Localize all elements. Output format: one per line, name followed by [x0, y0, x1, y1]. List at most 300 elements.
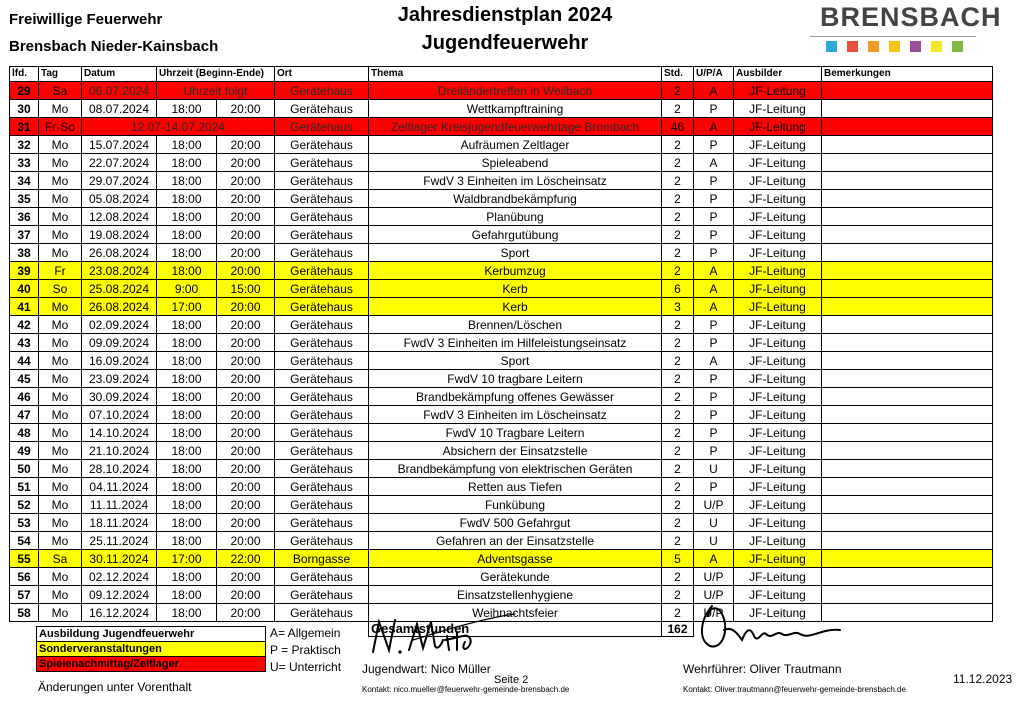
- row-number: 31: [10, 118, 39, 136]
- row-time-start: 18:00: [157, 100, 217, 118]
- table-row: [10, 136, 993, 154]
- row-type: P: [694, 442, 734, 460]
- row-day: Mo: [39, 172, 82, 190]
- header-tag: Tag: [39, 67, 82, 82]
- row-date: 30.11.2024: [82, 550, 157, 568]
- row-date: 12.08.2024: [82, 208, 157, 226]
- row-date: 09.09.2024: [82, 334, 157, 352]
- row-instructor: JF-Leitung: [734, 298, 822, 316]
- row-type: A: [694, 298, 734, 316]
- row-remarks: [822, 496, 993, 514]
- row-number: 34: [10, 172, 39, 190]
- row-time-end: 20:00: [217, 604, 275, 622]
- row-instructor: JF-Leitung: [734, 568, 822, 586]
- row-hours: 2: [662, 586, 694, 604]
- table-row: [10, 190, 993, 208]
- table-row: [10, 316, 993, 334]
- row-date: 15.07.2024: [82, 136, 157, 154]
- row-date: 09.12.2024: [82, 586, 157, 604]
- row-location: Gerätehaus: [275, 388, 369, 406]
- row-topic: Brennen/Löschen: [369, 316, 662, 334]
- row-instructor: JF-Leitung: [734, 334, 822, 352]
- row-topic: FwdV 3 Einheiten im Löscheinsatz: [369, 406, 662, 424]
- row-topic: Dreiländertreffen in Weilbach: [369, 82, 662, 100]
- header-bemerkungen: Bemerkungen: [822, 67, 993, 82]
- row-remarks: [822, 316, 993, 334]
- row-topic: FwdV 500 Gefahrgut: [369, 514, 662, 532]
- row-remarks: [822, 262, 993, 280]
- row-date: 30.09.2024: [82, 388, 157, 406]
- row-type: P: [694, 244, 734, 262]
- row-type: A: [694, 550, 734, 568]
- row-remarks: [822, 226, 993, 244]
- table-row: [10, 100, 993, 118]
- table-row: [10, 118, 993, 136]
- row-time-end: 20:00: [217, 388, 275, 406]
- wehrfuehrer-name: Wehrführer: Oliver Trautmann: [683, 662, 842, 676]
- row-type: A: [694, 154, 734, 172]
- row-remarks: [822, 298, 993, 316]
- row-time-end: 20:00: [217, 532, 275, 550]
- row-number: 37: [10, 226, 39, 244]
- row-instructor: JF-Leitung: [734, 280, 822, 298]
- row-type: U: [694, 514, 734, 532]
- table-row: [10, 406, 993, 424]
- row-type: A: [694, 262, 734, 280]
- row-topic: Aufräumen Zeltlager: [369, 136, 662, 154]
- row-time-end: 20:00: [217, 424, 275, 442]
- row-hours: 2: [662, 514, 694, 532]
- row-day: Mo: [39, 586, 82, 604]
- table-row: [10, 352, 993, 370]
- row-hours: 2: [662, 190, 694, 208]
- changes-note: Änderungen unter Vorenthalt: [38, 680, 192, 694]
- row-number: 35: [10, 190, 39, 208]
- row-hours: 2: [662, 100, 694, 118]
- row-location: Gerätehaus: [275, 262, 369, 280]
- legend-row: [37, 627, 266, 642]
- row-date: 26.08.2024: [82, 298, 157, 316]
- row-type: A: [694, 280, 734, 298]
- table-row: [10, 568, 993, 586]
- row-remarks: [822, 370, 993, 388]
- row-time-end: 20:00: [217, 262, 275, 280]
- row-date: 11.11.2024: [82, 496, 157, 514]
- row-day: Mo: [39, 100, 82, 118]
- row-hours: 2: [662, 244, 694, 262]
- row-remarks: [822, 82, 993, 100]
- row-type: P: [694, 208, 734, 226]
- row-instructor: JF-Leitung: [734, 316, 822, 334]
- row-type: P: [694, 478, 734, 496]
- row-instructor: JF-Leitung: [734, 262, 822, 280]
- row-date: 04.11.2024: [82, 478, 157, 496]
- table-row: [10, 244, 993, 262]
- row-hours: 3: [662, 298, 694, 316]
- logo-square: [910, 41, 921, 52]
- row-hours: 2: [662, 424, 694, 442]
- row-number: 50: [10, 460, 39, 478]
- row-type: P: [694, 424, 734, 442]
- logo-square: [931, 41, 942, 52]
- row-day: Mo: [39, 532, 82, 550]
- row-location: Gerätehaus: [275, 460, 369, 478]
- row-location: Gerätehaus: [275, 82, 369, 100]
- row-day: Mo: [39, 496, 82, 514]
- row-time-end: 20:00: [217, 370, 275, 388]
- row-location: Gerätehaus: [275, 532, 369, 550]
- legend-table: [36, 626, 266, 672]
- row-day: Mo: [39, 478, 82, 496]
- row-remarks: [822, 442, 993, 460]
- row-hours: 2: [662, 406, 694, 424]
- row-topic: Gefahren an der Einsatzstelle: [369, 532, 662, 550]
- row-date: 06.07.2024: [82, 82, 157, 100]
- row-remarks: [822, 424, 993, 442]
- jugendwart-name: Jugendwart: Nico Müller: [362, 662, 491, 676]
- row-time-start: 18:00: [157, 334, 217, 352]
- row-location: Gerätehaus: [275, 586, 369, 604]
- table-row: [10, 82, 993, 100]
- row-hours: 2: [662, 370, 694, 388]
- row-location: Gerätehaus: [275, 442, 369, 460]
- row-hours: 2: [662, 460, 694, 478]
- row-day: Mo: [39, 424, 82, 442]
- row-topic: FwdV 3 Einheiten im Löscheinsatz: [369, 172, 662, 190]
- row-topic: Kerb: [369, 298, 662, 316]
- row-time-start: 18:00: [157, 496, 217, 514]
- row-time-end: 20:00: [217, 568, 275, 586]
- row-remarks: [822, 478, 993, 496]
- signature-wehrfuehrer: [690, 600, 870, 658]
- code-allgemein: A= Allgemein: [270, 626, 341, 640]
- row-location: Gerätehaus: [275, 478, 369, 496]
- row-time-end: 20:00: [217, 316, 275, 334]
- row-instructor: JF-Leitung: [734, 208, 822, 226]
- row-type: U/P: [694, 604, 734, 622]
- row-instructor: JF-Leitung: [734, 100, 822, 118]
- row-day: Mo: [39, 604, 82, 622]
- row-instructor: JF-Leitung: [734, 586, 822, 604]
- row-time-start: 18:00: [157, 406, 217, 424]
- row-time-start: 18:00: [157, 442, 217, 460]
- row-remarks: [822, 388, 993, 406]
- title-line-2: Jugendfeuerwehr: [421, 32, 589, 54]
- row-date: 28.10.2024: [82, 460, 157, 478]
- row-instructor: JF-Leitung: [734, 154, 822, 172]
- table-row: [10, 370, 993, 388]
- row-topic: Funkübung: [369, 496, 662, 514]
- row-time-end: 20:00: [217, 100, 275, 118]
- row-instructor: JF-Leitung: [734, 496, 822, 514]
- row-number: 30: [10, 100, 39, 118]
- row-day: Fr: [39, 262, 82, 280]
- row-hours: 2: [662, 136, 694, 154]
- row-time-start: 17:00: [157, 298, 217, 316]
- row-hours: 2: [662, 226, 694, 244]
- organization-header: [9, 6, 218, 60]
- header-uhrzeit: Uhrzeit (Beginn-Ende): [157, 67, 275, 82]
- row-topic: Brandbekämpfung von elektrischen Geräten: [369, 460, 662, 478]
- row-time-end: 22:00: [217, 550, 275, 568]
- logo-divider: [810, 36, 976, 37]
- row-time-end: 20:00: [217, 514, 275, 532]
- row-topic: Sport: [369, 244, 662, 262]
- row-remarks: [822, 406, 993, 424]
- row-time-start: 18:00: [157, 316, 217, 334]
- row-topic: Retten aus Tiefen: [369, 478, 662, 496]
- row-date: 16.09.2024: [82, 352, 157, 370]
- row-location: Gerätehaus: [275, 406, 369, 424]
- row-time-end: 20:00: [217, 496, 275, 514]
- row-hours: 2: [662, 208, 694, 226]
- row-type: P: [694, 226, 734, 244]
- row-type: A: [694, 352, 734, 370]
- row-day: Mo: [39, 514, 82, 532]
- row-day: Mo: [39, 334, 82, 352]
- row-time-start: 18:00: [157, 352, 217, 370]
- schedule-table: [9, 66, 993, 637]
- table-row: [10, 478, 993, 496]
- row-instructor: JF-Leitung: [734, 82, 822, 100]
- row-time-start: 18:00: [157, 586, 217, 604]
- row-location: Gerätehaus: [275, 334, 369, 352]
- row-topic: FwdV 3 Einheiten im Hilfeleistungseinsatz: [369, 334, 662, 352]
- row-instructor: JF-Leitung: [734, 532, 822, 550]
- logo-square: [952, 41, 963, 52]
- row-date: 22.07.2024: [82, 154, 157, 172]
- row-number: 42: [10, 316, 39, 334]
- legend-spielenachmittag: Spielenachmittag/Zeltlager: [37, 657, 266, 672]
- header-thema: Thema: [369, 67, 662, 82]
- header-datum: Datum: [82, 67, 157, 82]
- row-day: Mo: [39, 226, 82, 244]
- row-hours: 2: [662, 442, 694, 460]
- row-day: Mo: [39, 154, 82, 172]
- row-topic: Spieleabend: [369, 154, 662, 172]
- row-day: Mo: [39, 388, 82, 406]
- row-date: 07.10.2024: [82, 406, 157, 424]
- row-instructor: JF-Leitung: [734, 352, 822, 370]
- row-day: Fr-So: [39, 118, 82, 136]
- row-instructor: JF-Leitung: [734, 478, 822, 496]
- legend-sonderveranstaltungen: Sonderveranstaltungen: [37, 642, 266, 657]
- title-line-1: Jahresdienstplan 2024: [397, 4, 613, 26]
- header-std: Std.: [662, 67, 694, 82]
- row-remarks: [822, 352, 993, 370]
- row-number: 38: [10, 244, 39, 262]
- row-type: P: [694, 388, 734, 406]
- row-date: 08.07.2024: [82, 100, 157, 118]
- org-line-1: Freiwillige Feuerwehr: [9, 11, 163, 28]
- row-number: 40: [10, 280, 39, 298]
- row-date: 05.08.2024: [82, 190, 157, 208]
- row-day: Mo: [39, 406, 82, 424]
- page-number: Seite 2: [494, 674, 529, 686]
- total-hours: 162: [662, 622, 694, 637]
- row-number: 48: [10, 424, 39, 442]
- row-topic: Sport: [369, 352, 662, 370]
- row-instructor: JF-Leitung: [734, 424, 822, 442]
- total-label: Gesamtstunden: [369, 622, 662, 637]
- row-topic: Einsatzstellenhygiene: [369, 586, 662, 604]
- row-location: Gerätehaus: [275, 226, 369, 244]
- row-location: Gerätehaus: [275, 244, 369, 262]
- row-instructor: JF-Leitung: [734, 190, 822, 208]
- row-day: Mo: [39, 208, 82, 226]
- row-type: U/P: [694, 496, 734, 514]
- row-location: Gerätehaus: [275, 172, 369, 190]
- legend-codes: [270, 625, 341, 676]
- row-topic: Waldbrandbekämpfung: [369, 190, 662, 208]
- row-number: 46: [10, 388, 39, 406]
- org-line-2: Brensbach Nieder-Kainsbach: [9, 38, 219, 55]
- row-instructor: JF-Leitung: [734, 442, 822, 460]
- row-instructor: JF-Leitung: [734, 244, 822, 262]
- header-lfd: lfd.: [10, 67, 39, 82]
- row-instructor: JF-Leitung: [734, 406, 822, 424]
- row-date: 19.08.2024: [82, 226, 157, 244]
- row-type: U/P: [694, 568, 734, 586]
- row-time-end: 20:00: [217, 352, 275, 370]
- table-row: [10, 532, 993, 550]
- row-time-start: 17:00: [157, 550, 217, 568]
- row-hours: 2: [662, 604, 694, 622]
- row-topic: FwdV 10 Tragbare Leitern: [369, 424, 662, 442]
- row-topic: Absichern der Einsatzstelle: [369, 442, 662, 460]
- row-hours: 2: [662, 496, 694, 514]
- row-type: U: [694, 532, 734, 550]
- table-row: [10, 496, 993, 514]
- row-hours: 2: [662, 568, 694, 586]
- row-type: U/P: [694, 586, 734, 604]
- row-time-start: 18:00: [157, 370, 217, 388]
- row-day: Mo: [39, 136, 82, 154]
- table-row: [10, 442, 993, 460]
- row-number: 32: [10, 136, 39, 154]
- row-time-end: 20:00: [217, 136, 275, 154]
- row-remarks: [822, 568, 993, 586]
- row-location: Borngasse: [275, 550, 369, 568]
- row-time-start: 9:00: [157, 280, 217, 298]
- row-time-start: 18:00: [157, 514, 217, 532]
- row-location: Gerätehaus: [275, 424, 369, 442]
- logo-text: BRENSBACH: [820, 2, 1002, 32]
- row-time-start: 18:00: [157, 460, 217, 478]
- row-number: 57: [10, 586, 39, 604]
- row-type: P: [694, 100, 734, 118]
- row-date: 25.08.2024: [82, 280, 157, 298]
- row-instructor: JF-Leitung: [734, 118, 822, 136]
- row-remarks: [822, 136, 993, 154]
- row-time-end: 20:00: [217, 226, 275, 244]
- row-remarks: [822, 550, 993, 568]
- legend-ausbildung: Ausbildung Jugendfeuerwehr: [37, 627, 266, 642]
- row-time-start: 18:00: [157, 478, 217, 496]
- row-location: Gerätehaus: [275, 100, 369, 118]
- row-location: Gerätehaus: [275, 118, 369, 136]
- header-ausbilder: Ausbilder: [734, 67, 822, 82]
- row-time-end: 20:00: [217, 154, 275, 172]
- row-time-start: 18:00: [157, 568, 217, 586]
- table-row: [10, 280, 993, 298]
- row-time-end: 20:00: [217, 442, 275, 460]
- row-location: Gerätehaus: [275, 136, 369, 154]
- row-time-end: 15:00: [217, 280, 275, 298]
- row-time-start: 18:00: [157, 424, 217, 442]
- code-praktisch: P = Praktisch: [270, 643, 341, 657]
- row-date: 02.12.2024: [82, 568, 157, 586]
- row-day: Mo: [39, 442, 82, 460]
- row-day: Mo: [39, 298, 82, 316]
- row-number: 29: [10, 82, 39, 100]
- row-type: P: [694, 190, 734, 208]
- row-date: 16.12.2024: [82, 604, 157, 622]
- logo-color-squares: [826, 41, 963, 52]
- row-topic: Kerbumzug: [369, 262, 662, 280]
- logo-square: [847, 41, 858, 52]
- table-row: [10, 208, 993, 226]
- row-hours: 2: [662, 388, 694, 406]
- row-time-start: 18:00: [157, 154, 217, 172]
- row-hours: 2: [662, 82, 694, 100]
- row-location: Gerätehaus: [275, 190, 369, 208]
- page-title: [360, 1, 650, 57]
- row-hours: 2: [662, 262, 694, 280]
- jugendwart-contact: Kontakt: nico.mueller@feuerwehr-gemeinde-brensbach.de: [362, 685, 570, 694]
- row-remarks: [822, 100, 993, 118]
- table-row: [10, 334, 993, 352]
- row-hours: 2: [662, 172, 694, 190]
- row-time-start: 18:00: [157, 244, 217, 262]
- row-remarks: [822, 460, 993, 478]
- row-location: Gerätehaus: [275, 496, 369, 514]
- row-remarks: [822, 118, 993, 136]
- signature-jugendwart: [365, 610, 520, 662]
- row-type: P: [694, 172, 734, 190]
- row-date: 21.10.2024: [82, 442, 157, 460]
- row-date: 25.11.2024: [82, 532, 157, 550]
- row-location: Gerätehaus: [275, 298, 369, 316]
- row-day: Mo: [39, 190, 82, 208]
- header-upa: U/P/A: [694, 67, 734, 82]
- row-time-end: 20:00: [217, 586, 275, 604]
- row-time-end: 20:00: [217, 334, 275, 352]
- row-time-end: 20:00: [217, 190, 275, 208]
- row-time-start: 18:00: [157, 604, 217, 622]
- row-date: 23.09.2024: [82, 370, 157, 388]
- row-instructor: JF-Leitung: [734, 172, 822, 190]
- row-remarks: [822, 208, 993, 226]
- row-remarks: [822, 334, 993, 352]
- document-date: 11.12.2023: [953, 672, 1013, 686]
- row-remarks: [822, 514, 993, 532]
- table-row: [10, 514, 993, 532]
- table-row: [10, 424, 993, 442]
- row-topic: Wettkampftraining: [369, 100, 662, 118]
- row-type: U: [694, 460, 734, 478]
- row-time-start: 18:00: [157, 208, 217, 226]
- logo-square: [868, 41, 879, 52]
- row-hours: 2: [662, 478, 694, 496]
- row-instructor: JF-Leitung: [734, 136, 822, 154]
- row-time-start: 18:00: [157, 388, 217, 406]
- row-day: Sa: [39, 82, 82, 100]
- row-hours: 2: [662, 316, 694, 334]
- table-row: [10, 550, 993, 568]
- row-time-end: 20:00: [217, 478, 275, 496]
- row-location: Gerätehaus: [275, 604, 369, 622]
